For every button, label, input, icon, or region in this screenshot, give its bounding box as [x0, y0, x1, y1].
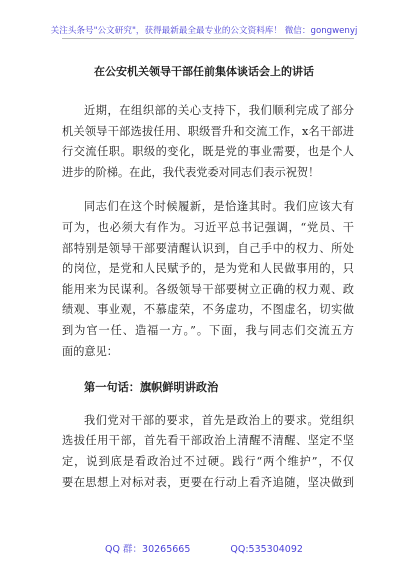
- footer-contact: [0, 541, 408, 555]
- document-title: 在公安机关领导干部任前集体谈话会上的讲话: [94, 65, 314, 78]
- paragraph-2-line: 可为，也必须大有作为。习近平总书记强调，“党员、干: [62, 221, 354, 234]
- paragraph-1-line: 机关领导干部选拔任用、职级晋升和交流工作，x名干部进: [62, 125, 354, 138]
- footer-qq-group: QQ 群：30265665: [105, 544, 191, 555]
- paragraph-2-line: 同志们在这个时候履新，是恰逢其时。我们应该大有: [84, 200, 354, 213]
- paragraph-3-line: 选拔任用干部，首先看干部政治上清醒不清醒、坚定不坚: [62, 434, 354, 447]
- paragraph-2-line: 面的意见：: [62, 345, 118, 358]
- paragraph-1-line: 近期，在组织部的关心支持下，我们顺利完成了部分: [84, 104, 354, 117]
- paragraph-1-line: 进步的阶梯。在此，我代表党委对同志们表示祝贺！: [62, 166, 320, 179]
- section-heading: 第一句话：旗帜鲜明讲政治: [84, 381, 219, 394]
- header-banner: 关注头条号"公文研究"，获得最新最全最专业的公文资料库！ 微信：gongwenyj: [50, 26, 358, 36]
- paragraph-3-line: 我们党对干部的要求，首先是政治上的要求。党组织: [84, 414, 354, 427]
- paragraph-2-line: 绩观、事业观，不慕虚荣，不务虚功，不图虚名，切实做: [62, 303, 354, 316]
- paragraph-2-line: 的岗位，是党和人民赋予的，是为党和人民做事用的，只: [62, 262, 354, 275]
- paragraph-2-line: 能用来为民谋利。各级领导干部要树立正确的权力观、政: [62, 283, 354, 296]
- paragraph-2-line: 部特别是领导干部要清醒认识到，自己手中的权力、所处: [62, 242, 354, 255]
- paragraph-1-line: 行交流任职。职级的变化，既是党的事业需要，也是个人: [62, 145, 354, 158]
- paragraph-2-line: 到为官一任、造福一方。”。下面，我与同志们交流五方: [62, 324, 354, 337]
- paragraph-3-line: 定，说到底是看政治过不过硬。践行“两个维护”，不仅: [62, 455, 354, 468]
- paragraph-3-line: 要在思想上对标对表，更要在行动上看齐追随，坚决做到: [62, 476, 354, 489]
- footer-qq-number: QQ:535304092: [230, 544, 303, 555]
- header-divider: [62, 38, 354, 39]
